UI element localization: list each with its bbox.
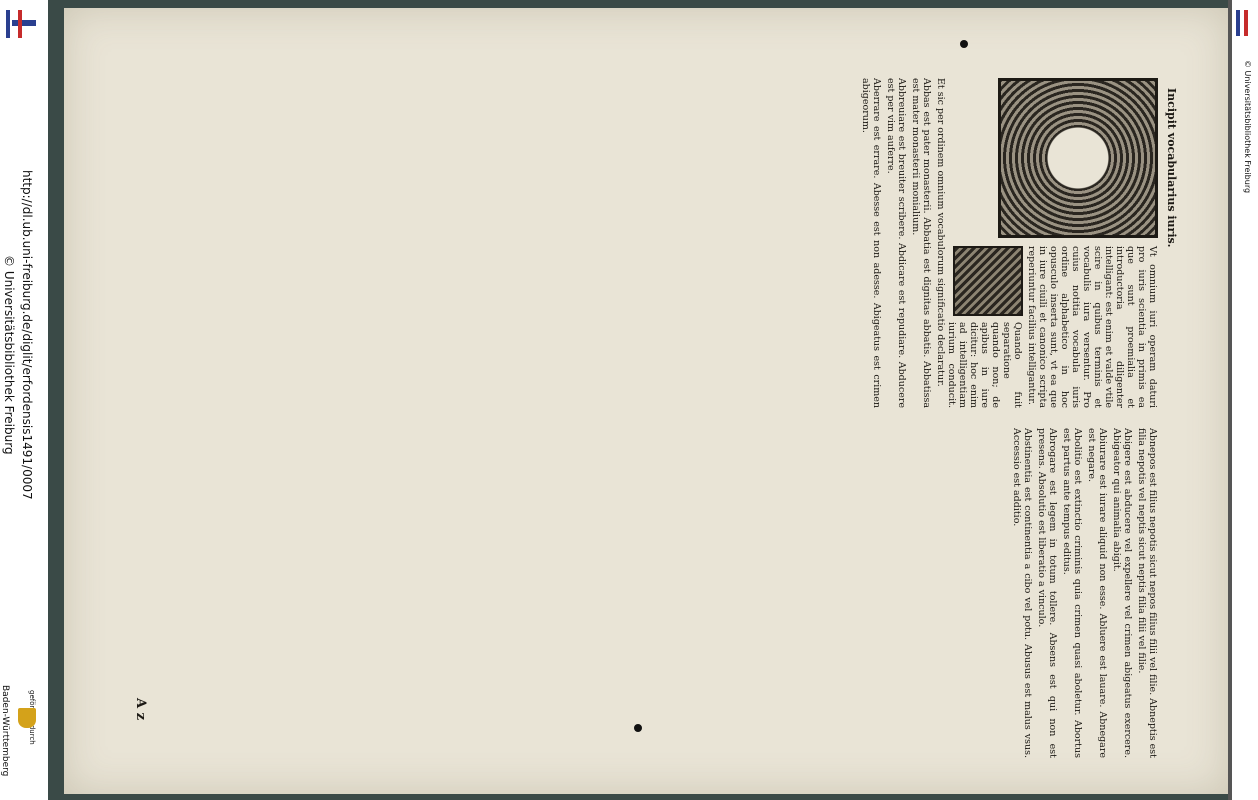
- paragraph: Abstinentia est continentia a cibo vel potu. Abusus est malus vsus. Accessio est additio.: [1011, 428, 1033, 758]
- coat-of-arms-icon: [18, 708, 36, 728]
- running-header: Incipit vocabularius iuris.: [1165, 88, 1178, 248]
- decorated-initial-a: [953, 246, 1023, 316]
- flag-icon: [6, 10, 36, 38]
- page-content-rotated: [64, 8, 1228, 794]
- ink-dot: [960, 40, 968, 48]
- funder-name: Baden-Württemberg: [0, 685, 10, 777]
- paragraph: Abbas est pater monasterii. Abbatia est dignitas abbatis. Abbatissa est mater monasterii monialium.: [910, 78, 932, 408]
- manuscript-page: [64, 8, 1228, 794]
- paragraph: Abbreuiare est breuiter scribere. Abdicare est repudiare. Abducere est per vim auferre.: [885, 78, 907, 408]
- text-column-right: [128, 428, 1158, 758]
- text-column-left: [298, 78, 1158, 408]
- flag-icon: [1236, 10, 1254, 36]
- paragraph: Abrogare est legem in totum tollere. Absens est qui non est presens. Absolutio est liberatio a vinculo.: [1036, 428, 1058, 758]
- scan-frame: [48, 0, 1232, 800]
- signature-mark: A z: [133, 698, 148, 720]
- ink-dot: [634, 724, 642, 732]
- viewer-left-strip: [0, 0, 48, 800]
- viewer-right-strip: [1232, 0, 1258, 800]
- paragraph: Aberrare est errare. Abesse est non adesse. Abigeatus est crimen abigeorum.: [860, 78, 882, 408]
- decorated-initial-o: [998, 78, 1158, 238]
- paragraph: Vt omnium iuri operam daturi pro iuris scientia in primis ea que sunt proemialia et introductoria diligenter intelligant: est enim et valde vtile scire in quibus terminis et vocabulis iura versentur. Pro cuius notitia vocabula iuris ordine alphabetico in hoc opusculo inserta sunt, vt ea que in iure ciuili et canonico scripta reperiuntur facilius intelligantur.: [1026, 246, 1158, 408]
- paragraph: Abolitio est extinctio criminis quia crimen quasi aboletur. Abortus est partus ante tempus editus.: [1061, 428, 1083, 758]
- url-text[interactable]: http://dl.ub.uni-freiburg.de/diglit/erfordensis1491/0007: [20, 170, 34, 500]
- library-credit: © Universitätsbibliothek Freiburg: [2, 255, 16, 455]
- paragraph: Abiurare est iurare aliquid non esse. Abluere est lauare. Abnegare est negare.: [1086, 428, 1108, 758]
- paragraph: Quando fuit separatione quando non; de apibus in iure dicitur: hoc enim ad intelligentiam iurium conducit. Et sic per ordinem omnium vocabulorum significatio declaratur.: [935, 78, 1023, 408]
- library-credit-right: © Universitätsbibliothek Freiburg: [1243, 60, 1252, 194]
- paragraph: Abnepos est filius nepotis sicut nepos filius filii vel filie. Abneptis est filia nepotis vel neptis sicut neptis filia filii vel filie.: [1136, 428, 1158, 758]
- paragraph: Abigere est abducere vel expellere vel crimen abigeatus exercere. Abigeator qui animalia abigit.: [1111, 428, 1133, 758]
